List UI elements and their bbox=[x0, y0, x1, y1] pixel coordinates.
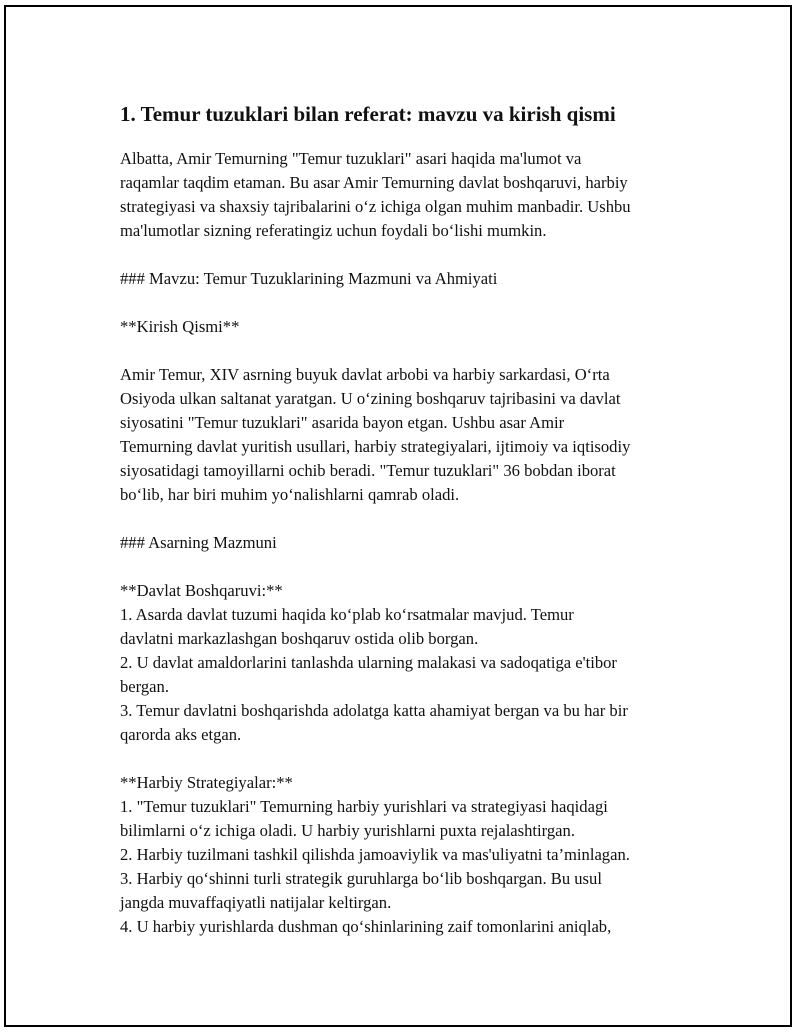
text-line: raqamlar taqdim etaman. Bu asar Amir Temurning davlat boshqaruvi, harbiy bbox=[120, 173, 628, 192]
content-heading bbox=[120, 531, 695, 555]
text-line: 2. U davlat amaldorlarini tanlashda ularning malakasi va sadoqatiga e'tibor bbox=[120, 653, 617, 672]
text-line: jangda muvaffaqiyatli natijalar keltirgan. bbox=[120, 893, 392, 912]
text-line: 3. Temur davlatni boshqarishda adolatga katta ahamiyat bergan va bu har bir bbox=[120, 701, 628, 720]
governance-section bbox=[120, 579, 695, 747]
text-line: qarorda aks etgan. bbox=[120, 725, 242, 744]
intro-paragraph bbox=[120, 147, 695, 243]
text-line: 3. Harbiy qo‘shinni turli strategik guruhlarga bo‘lib boshqargan. Bu usul bbox=[120, 869, 602, 888]
text-line: ma'lumotlar sizning referatingiz uchun foydali bo‘lishi mumkin. bbox=[120, 221, 547, 240]
text-line: strategiyasi va shaxsiy tajribalarini o‘z ichiga olgan muhim manbadir. Ushbu bbox=[120, 197, 631, 216]
document-content bbox=[120, 101, 695, 963]
text-line: davlatni markazlashgan boshqaruv ostida olib borgan. bbox=[120, 629, 479, 648]
text-line: siyosatidagi tamoyillarni ochib beradi. "Temur tuzuklari" 36 bobdan iborat bbox=[120, 461, 616, 480]
text-line: siyosatini "Temur tuzuklari" asarida bayon etgan. Ushbu asar Amir bbox=[120, 413, 565, 432]
text-line: Albatta, Amir Temurning "Temur tuzuklari" asari haqida ma'lumot va bbox=[120, 149, 582, 168]
document-page bbox=[4, 5, 792, 1027]
text-line: 1. "Temur tuzuklari" Temurning harbiy yurishlari va strategiyasi haqidagi bbox=[120, 797, 608, 816]
text-line: 4. U harbiy yurishlarda dushman qo‘shinlarining zaif tomonlarini aniqlab, bbox=[120, 917, 612, 936]
text-line: **Kirish Qismi** bbox=[120, 317, 240, 336]
text-line: bo‘lib, har biri muhim yo‘nalishlarni qamrab oladi. bbox=[120, 485, 460, 504]
military-section bbox=[120, 771, 695, 939]
governance-heading: **Davlat Boshqaruvi:** bbox=[120, 581, 283, 600]
intro-section-body bbox=[120, 363, 695, 507]
text-line: Osiyoda ulkan saltanat yaratgan. U o‘zining boshqaruv tajribasini va davlat bbox=[120, 389, 621, 408]
text-line: 2. Harbiy tuzilmani tashkil qilishda jamoaviylik va mas'uliyatni ta’minlagan. bbox=[120, 845, 630, 864]
text-line: Temurning davlat yuritish usullari, harbiy strategiyalari, ijtimoiy va iqtisodiy bbox=[120, 437, 631, 456]
military-heading: **Harbiy Strategiyalar:** bbox=[120, 773, 293, 792]
text-line: ### Asarning Mazmuni bbox=[120, 533, 277, 552]
text-line: Amir Temur, XIV asrning buyuk davlat arbobi va harbiy sarkardasi, O‘rta bbox=[120, 365, 610, 384]
document-title: 1. Temur tuzuklari bilan referat: mavzu va kirish qismi bbox=[120, 102, 616, 126]
intro-section-heading bbox=[120, 315, 695, 339]
topic-heading bbox=[120, 267, 695, 291]
text-line: ### Mavzu: Temur Tuzuklarining Mazmuni va Ahmiyati bbox=[120, 269, 498, 288]
text-line: 1. Asarda davlat tuzumi haqida ko‘plab ko‘rsatmalar mavjud. Temur bbox=[120, 605, 574, 624]
text-line: bilimlarni o‘z ichiga oladi. U harbiy yurishlarni puxta rejalashtirgan. bbox=[120, 821, 575, 840]
text-line: bergan. bbox=[120, 677, 169, 696]
